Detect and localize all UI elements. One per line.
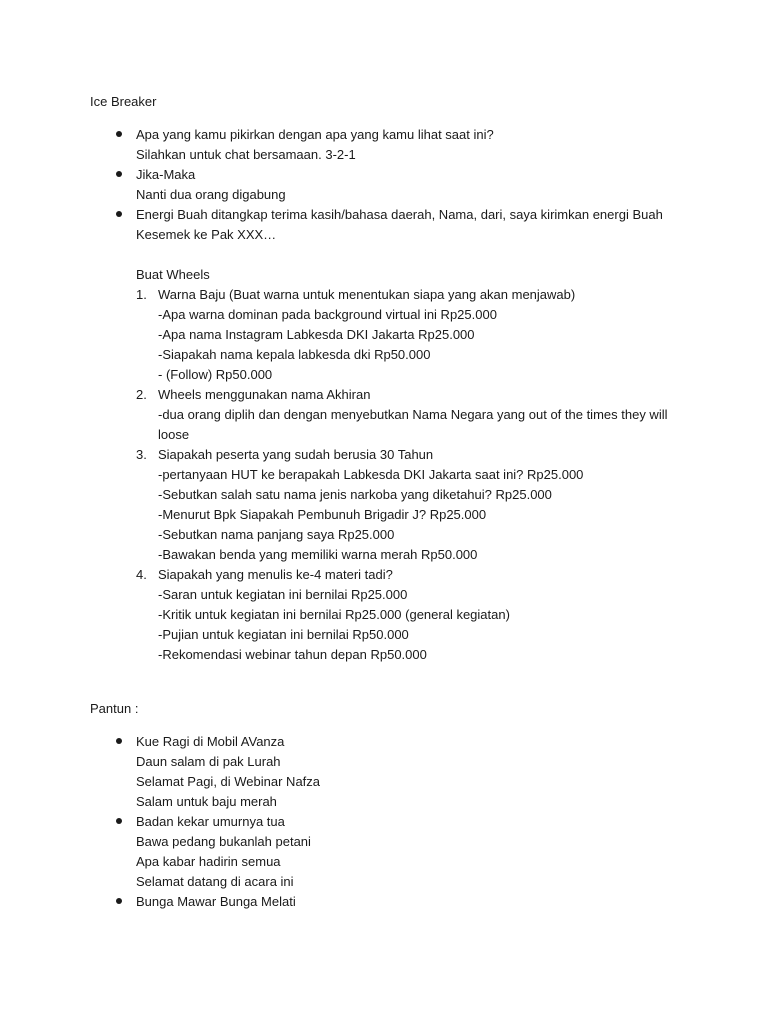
sub-item: -Kritik untuk kegiatan ini bernilai Rp25.000 (general kegiatan) <box>158 607 510 622</box>
bullet-dot <box>116 211 122 217</box>
bullet-item-continued: Kesemek ke Pak XXX… <box>136 227 277 242</box>
bullet-dot <box>116 131 122 137</box>
bullet-item-continued: Nanti dua orang digabung <box>136 187 286 202</box>
sub-item: -Saran untuk kegiatan ini bernilai Rp25.000 <box>158 587 408 602</box>
list-number: 4. <box>136 567 147 582</box>
sub-item: -Pujian untuk kegiatan ini bernilai Rp50.000 <box>158 627 409 642</box>
pantun-line: Bunga Mawar Bunga Melati <box>136 894 296 909</box>
pantun-line: Selamat datang di acara ini <box>136 874 294 889</box>
pantun-line: Selamat Pagi, di Webinar Nafza <box>136 774 321 789</box>
pantun-line: Apa kabar hadirin semua <box>136 854 281 869</box>
bullet-dot <box>116 738 122 744</box>
sub-item: -dua orang diplih dan dengan menyebutkan Nama Negara yang out of the times they will <box>158 407 668 422</box>
pantun-line: Daun salam di pak Lurah <box>136 754 281 769</box>
list-item: Wheels menggunakan nama Akhiran <box>158 387 371 402</box>
sub-item: loose <box>158 427 190 442</box>
section-heading: Buat Wheels <box>136 267 210 282</box>
bullet-dot <box>116 818 122 824</box>
bullet-item-continued: Silahkan untuk chat bersamaan. 3-2-1 <box>136 147 356 162</box>
pantun-line: Salam untuk baju merah <box>136 794 277 809</box>
bullet-dot <box>116 898 122 904</box>
sub-item: -Apa warna dominan pada background virtual ini Rp25.000 <box>158 307 497 322</box>
sub-item: -pertanyaan HUT ke berapakah Labkesda DKI Jakarta saat ini? Rp25.000 <box>158 467 584 482</box>
section-heading: Pantun : <box>90 701 139 716</box>
list-item: Warna Baju (Buat warna untuk menentukan siapa yang akan menjawab) <box>158 287 576 302</box>
sub-item: -Sebutkan salah satu nama jenis narkoba yang diketahui? Rp25.000 <box>158 487 552 502</box>
bullet-dot <box>116 171 122 177</box>
list-number: 3. <box>136 447 147 462</box>
pantun-line: Kue Ragi di Mobil AVanza <box>136 734 285 749</box>
bullet-item: Energi Buah ditangkap terima kasih/bahasa daerah, Nama, dari, saya kirimkan energi Buah <box>136 207 663 222</box>
pantun-line: Badan kekar umurnya tua <box>136 814 285 829</box>
list-item: Siapakah peserta yang sudah berusia 30 Tahun <box>158 447 434 462</box>
sub-item: -Apa nama Instagram Labkesda DKI Jakarta Rp25.000 <box>158 327 475 342</box>
sub-item: -Menurut Bpk Siapakah Pembunuh Brigadir J? Rp25.000 <box>158 507 487 522</box>
page-title: Ice Breaker <box>90 94 157 109</box>
bullet-item: Jika-Maka <box>136 167 196 182</box>
sub-item: -Rekomendasi webinar tahun depan Rp50.000 <box>158 647 427 662</box>
list-number: 1. <box>136 287 147 302</box>
list-number: 2. <box>136 387 147 402</box>
sub-item: -Bawakan benda yang memiliki warna merah Rp50.000 <box>158 547 478 562</box>
bullet-item: Apa yang kamu pikirkan dengan apa yang kamu lihat saat ini? <box>136 127 494 142</box>
list-item: Siapakah yang menulis ke-4 materi tadi? <box>158 567 393 582</box>
sub-item: -Sebutkan nama panjang saya Rp25.000 <box>158 527 395 542</box>
sub-item: -Siapakah nama kepala labkesda dki Rp50.000 <box>158 347 431 362</box>
pantun-line: Bawa pedang bukanlah petani <box>136 834 311 849</box>
sub-item: - (Follow) Rp50.000 <box>158 367 273 382</box>
